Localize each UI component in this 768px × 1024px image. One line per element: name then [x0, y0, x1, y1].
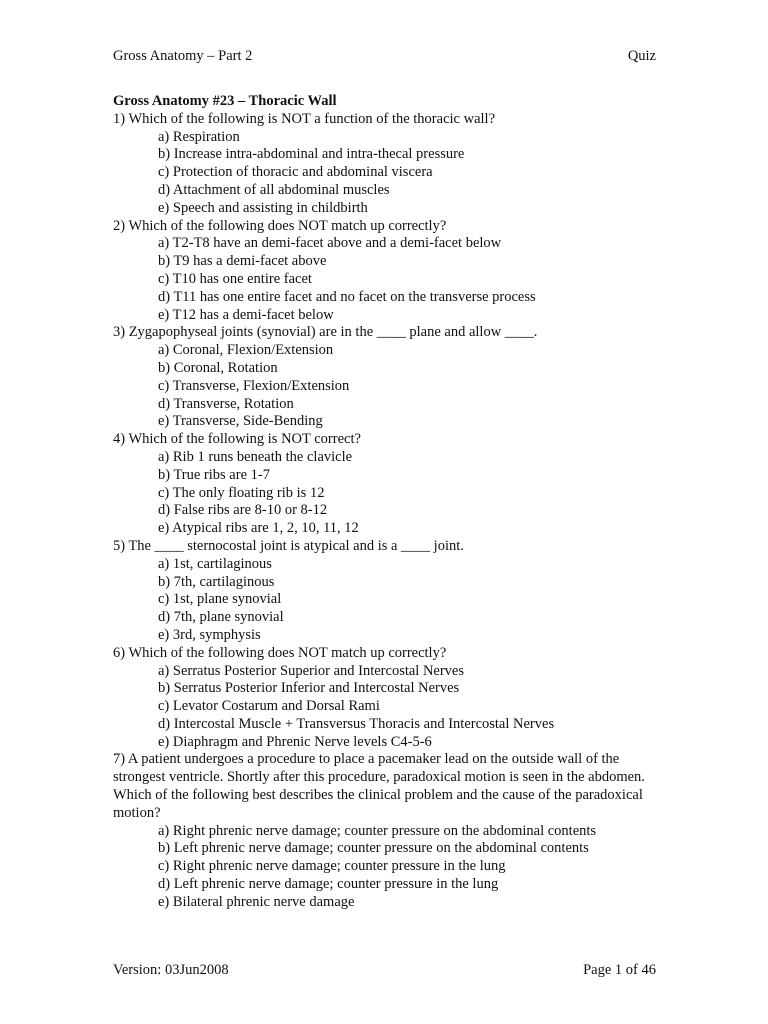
answer-option: d) 7th, plane synovial	[158, 609, 284, 626]
answer-option: b) Increase intra-abdominal and intra-thecal pressure	[158, 146, 465, 163]
page-footer	[113, 960, 656, 980]
footer-page-number: Page 1 of 46	[583, 962, 656, 978]
question-block	[113, 751, 658, 911]
answer-option: e) Diaphragm and Phrenic Nerve levels C4-5-6	[158, 733, 432, 750]
answer-option: c) Transverse, Flexion/Extension	[158, 377, 350, 394]
question-text: 4) Which of the following is NOT correct?	[113, 431, 361, 448]
answer-option: d) Attachment of all abdominal muscles	[158, 181, 390, 198]
answer-option: a) Rib 1 runs beneath the clavicle	[158, 448, 353, 465]
answer-option: c) Levator Costarum and Dorsal Rami	[158, 698, 380, 715]
answer-option: b) 7th, cartilaginous	[158, 573, 275, 590]
question-block	[113, 324, 658, 431]
header-course-title: Gross Anatomy – Part 2	[113, 48, 253, 64]
question-block	[113, 111, 658, 218]
section-title: Gross Anatomy #23 – Thoracic Wall	[113, 93, 337, 109]
question-text: 7) A patient undergoes a procedure to place a pacemaker lead on the outside wall of the strongest ventricle. Shortly after this procedure, paradoxical motion is seen in the abdomen. Which of the following best describes the clinical problem and the cause of the paradoxical motion?	[113, 751, 645, 821]
answer-option: b) T9 has a demi-facet above	[158, 253, 327, 270]
answer-option: a) 1st, cartilaginous	[158, 555, 272, 572]
question-block	[113, 431, 658, 538]
answer-option: a) Right phrenic nerve damage; counter pressure on the abdominal contents	[158, 822, 597, 839]
answer-option: d) T11 has one entire facet and no facet on the transverse process	[158, 288, 536, 305]
question-text: 6) Which of the following does NOT match up correctly?	[113, 644, 447, 661]
question-block	[113, 645, 658, 752]
question-text: 5) The ____ sternocostal joint is atypical and is a ____ joint.	[113, 537, 464, 554]
answer-option: e) Transverse, Side-Bending	[158, 413, 323, 430]
header-document-type: Quiz	[627, 48, 656, 64]
answer-option: e) Speech and assisting in childbirth	[158, 199, 368, 216]
answer-option: a) Coronal, Flexion/Extension	[158, 342, 334, 359]
question-text: 3) Zygapophyseal joints (synovial) are in the ____ plane and allow ____.	[113, 324, 538, 341]
answer-option: e) Bilateral phrenic nerve damage	[158, 893, 355, 910]
question-block	[113, 538, 658, 645]
question-list	[113, 111, 658, 912]
answer-option: d) Transverse, Rotation	[158, 395, 294, 412]
answer-option: e) 3rd, symphysis	[158, 626, 261, 643]
answer-option: d) Intercostal Muscle + Transversus Thoracis and Intercostal Nerves	[158, 715, 555, 732]
question-text: 2) Which of the following does NOT match up correctly?	[113, 217, 447, 234]
answer-option: b) Left phrenic nerve damage; counter pressure on the abdominal contents	[158, 840, 589, 857]
answer-option: b) True ribs are 1-7	[158, 466, 270, 483]
answer-option: e) Atypical ribs are 1, 2, 10, 11, 12	[158, 520, 359, 537]
answer-option: c) The only floating rib is 12	[158, 484, 325, 501]
answer-option: a) Respiration	[158, 128, 240, 145]
answer-option: b) Serratus Posterior Inferior and Intercostal Nerves	[158, 680, 460, 697]
answer-option: d) Left phrenic nerve damage; counter pressure in the lung	[158, 876, 499, 893]
answer-option: a) Serratus Posterior Superior and Intercostal Nerves	[158, 662, 465, 679]
answer-option: c) 1st, plane synovial	[158, 591, 282, 608]
answer-option: c) T10 has one entire facet	[158, 270, 312, 287]
page-header	[113, 45, 656, 67]
answer-option: e) T12 has a demi-facet below	[158, 306, 334, 323]
footer-version: Version: 03Jun2008	[113, 962, 229, 978]
answer-option: b) Coronal, Rotation	[158, 359, 278, 376]
answer-option: c) Protection of thoracic and abdominal viscera	[158, 164, 433, 181]
answer-option: c) Right phrenic nerve damage; counter pressure in the lung	[158, 858, 506, 875]
question-block	[113, 218, 658, 325]
answer-option: d) False ribs are 8-10 or 8-12	[158, 502, 328, 519]
quiz-content	[113, 93, 658, 912]
answer-option: a) T2-T8 have an demi-facet above and a demi-facet below	[158, 235, 502, 252]
question-text: 1) Which of the following is NOT a function of the thoracic wall?	[113, 110, 495, 127]
